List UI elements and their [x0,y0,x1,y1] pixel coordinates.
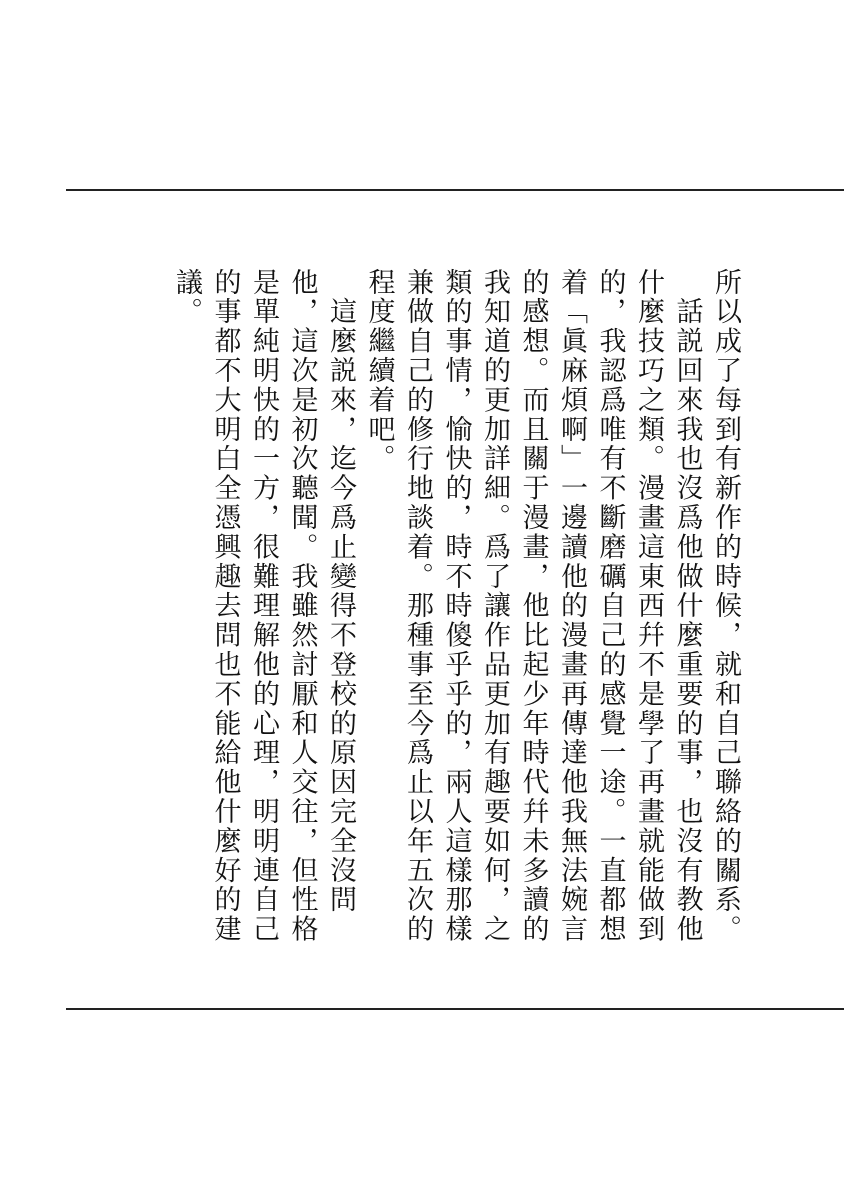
vertical-text-body [64,268,744,968]
top-divider-line [66,189,844,191]
bottom-divider-line [66,1008,844,1010]
paragraph-2: 話説回來我也沒爲他做什麼重要的事，也沒有教他什麼技巧之類。漫畫這東西幷不是學了再畫就能做到的，我認爲唯有不斷磨礪自己的感覺一途。一直都想着「眞麻煩啊」一邊讀他的漫畫再傳達他我無法婉言的感想。而且關于漫畫，他比起少年時代幷未多讀的我知道的更加詳細。爲了讓作品更加有趣要如何，之類的事情，愉快的，時不時傻乎乎的，兩人這樣那樣兼做自己的修行地談着。那種事至今爲止以年五次的程度繼續着吧。 [363,268,703,945]
paragraph-1: 所以成了每到有新作的時候，就和自己聯絡的關系。 [710,268,741,945]
paragraph-3: 這麼説來，迄今爲止變得不登校的原因完全沒問他，這次是初次聽聞。我雖然討厭和人交往，但性格是單純明快的一方，很難理解他的心理，明明連自己的事都不大明白全憑興趣去問也不能給他什麼好的建議。 [171,268,356,945]
